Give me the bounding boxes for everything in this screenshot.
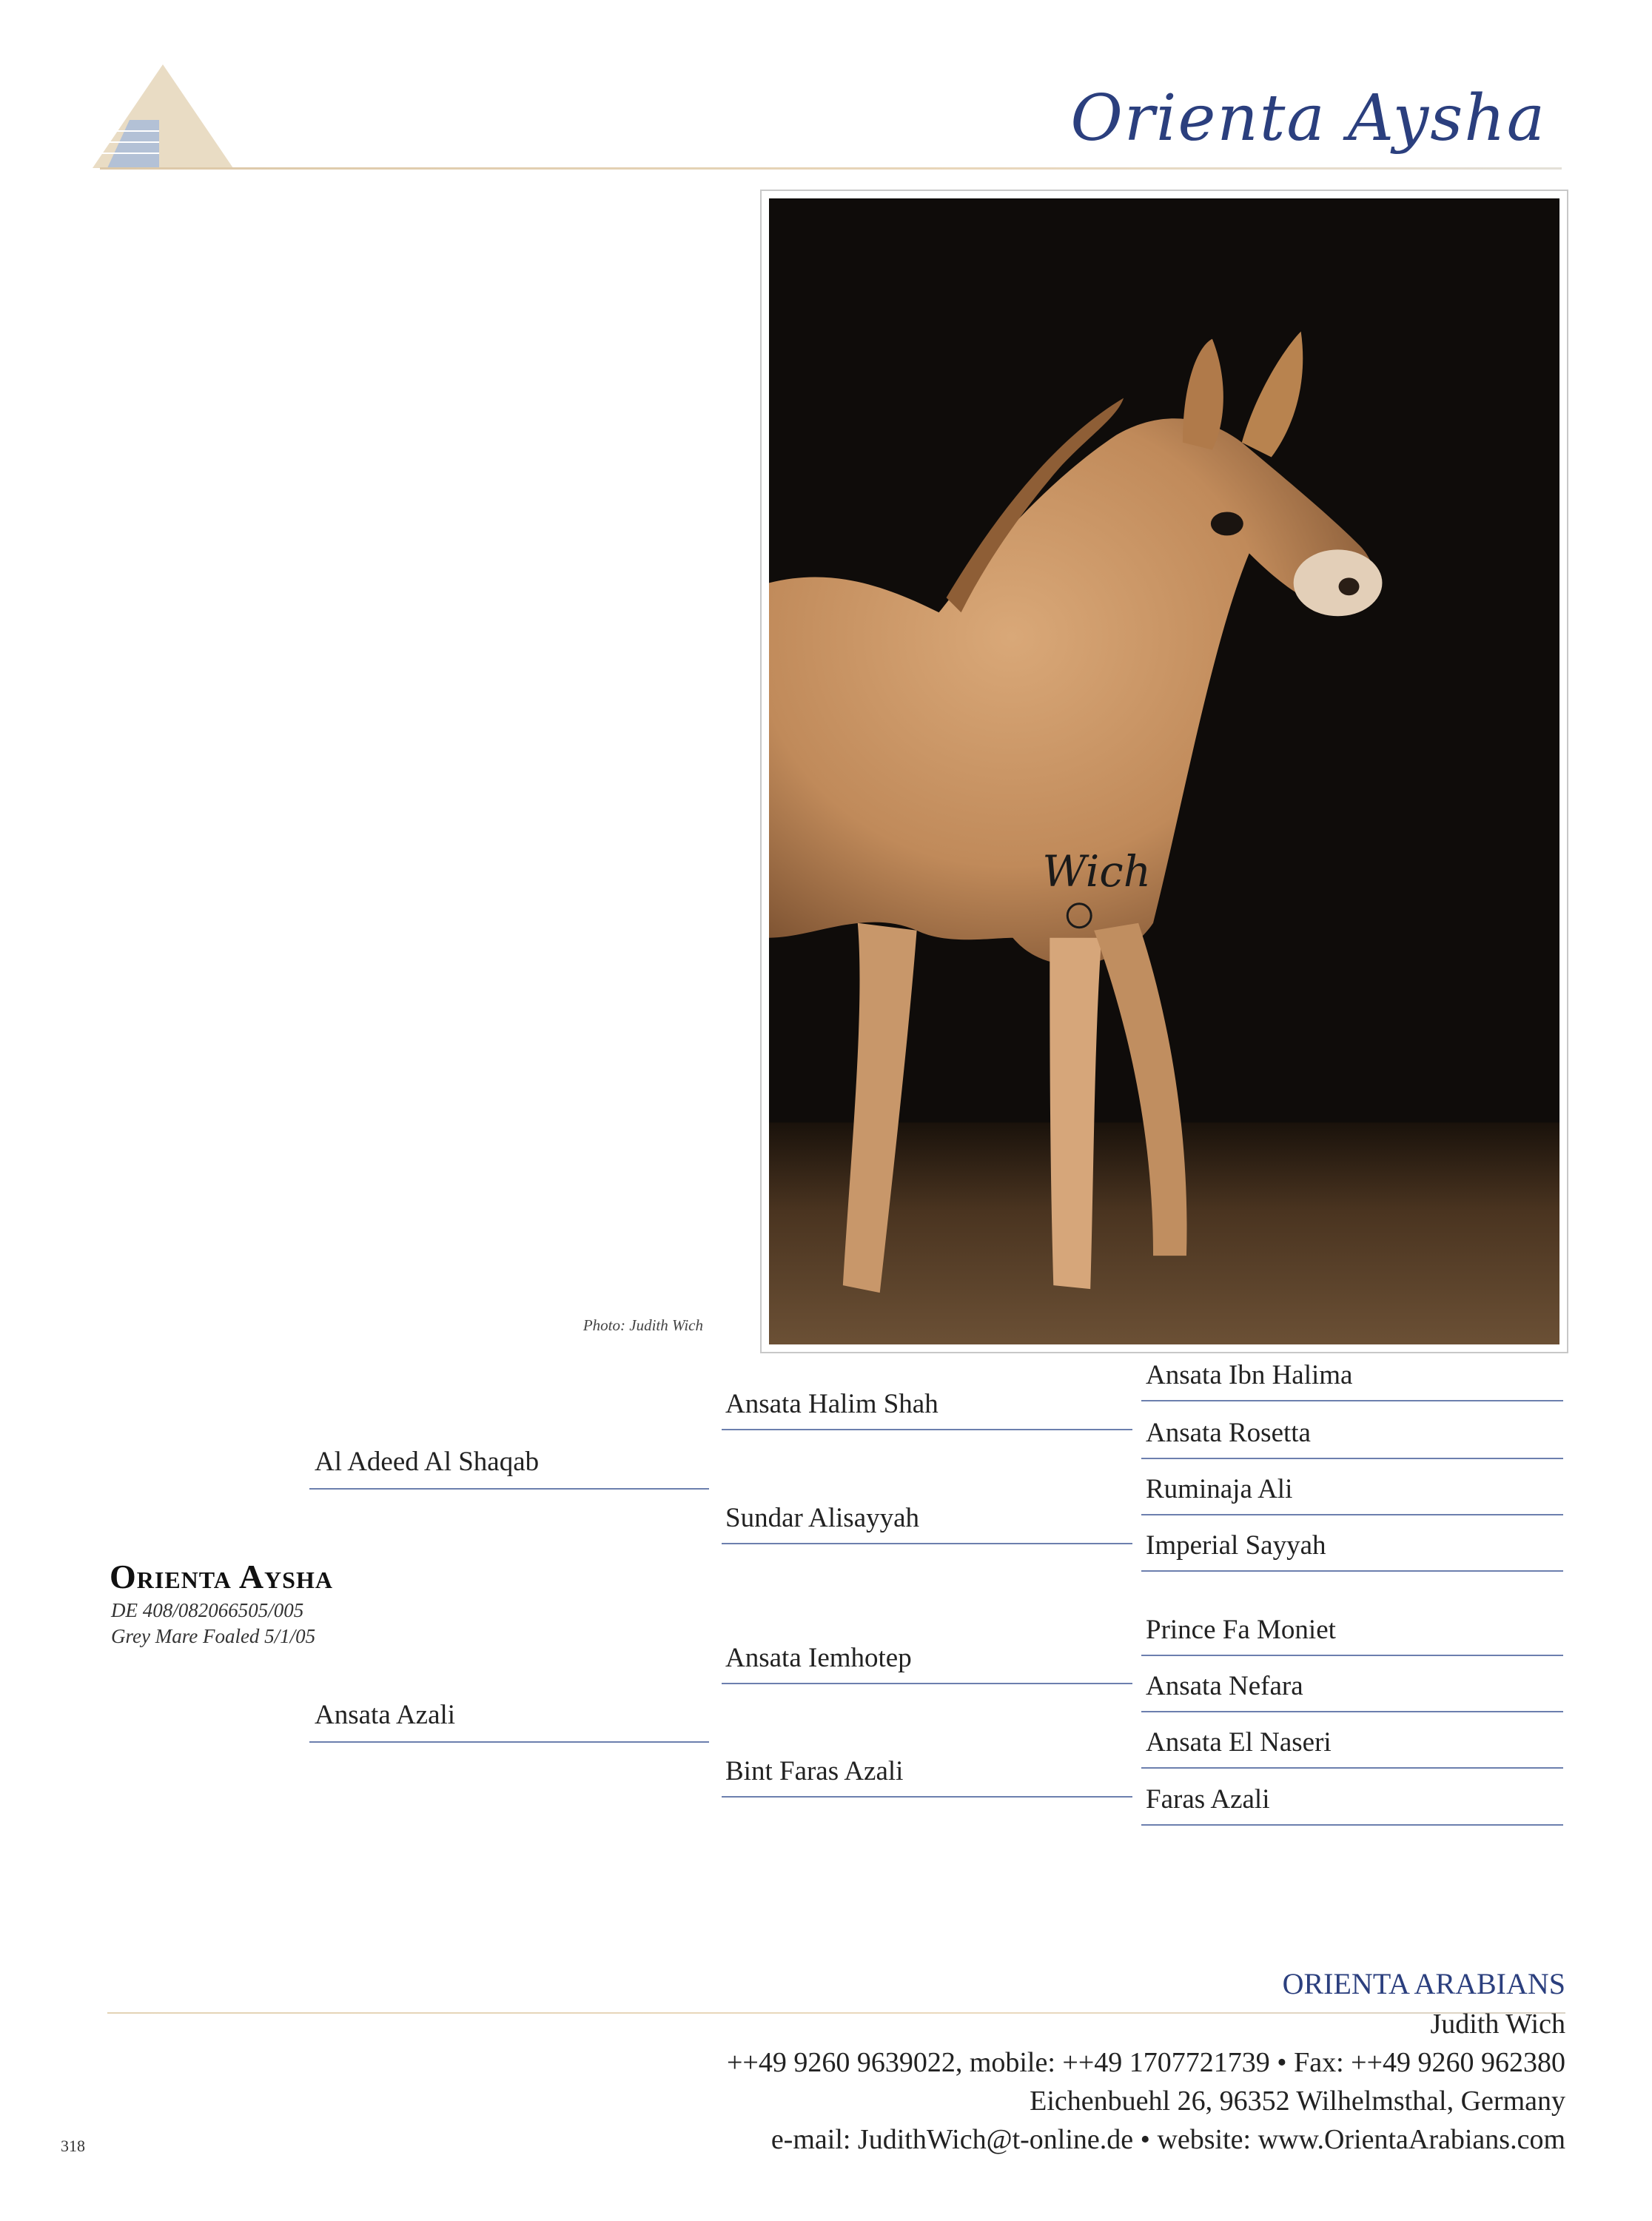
great-grandparent-1: Ansata Ibn Halima — [1146, 1360, 1353, 1390]
great-grandparent-7: Ansata El Naseri — [1146, 1727, 1332, 1758]
photo-credit: Photo: Judith Wich — [582, 1316, 703, 1334]
photo-frame — [760, 190, 1568, 1353]
sire-sire-line — [722, 1429, 1132, 1430]
page-number: 318 — [61, 2137, 85, 2155]
registration-number: DE 408/082066505/005 — [111, 1599, 304, 1621]
footer-owner: Judith Wich — [1430, 2009, 1565, 2040]
great-grandparent-line-4 — [1141, 1570, 1563, 1572]
footer-address: Eichenbuehl 26, 96352 Wilhelmsthal, Germany — [1030, 2086, 1565, 2117]
great-grandparent-line-8 — [1141, 1824, 1563, 1826]
sire-dam-name: Sundar Alisayyah — [725, 1503, 920, 1533]
footer-company: ORIENTA ARABIANS — [1275, 1966, 1565, 2001]
horse-name: Orienta Aysha — [110, 1558, 333, 1595]
sire-sire-name: Ansata Halim Shah — [725, 1389, 939, 1419]
great-grandparent-8: Faras Azali — [1146, 1784, 1270, 1815]
horse-description: Grey Mare Foaled 5/1/05 — [111, 1625, 316, 1647]
great-grandparent-line-3 — [1141, 1514, 1563, 1515]
great-grandparent-5: Prince Fa Moniet — [1146, 1615, 1336, 1645]
great-grandparent-line-2 — [1141, 1458, 1563, 1459]
great-grandparent-3: Ruminaja Ali — [1146, 1474, 1293, 1504]
great-grandparent-line-1 — [1141, 1400, 1563, 1401]
svg-text:Wich: Wich — [1042, 845, 1151, 897]
great-grandparent-2: Ansata Rosetta — [1146, 1418, 1311, 1448]
great-grandparent-6: Ansata Nefara — [1146, 1671, 1303, 1701]
foal-photo — [769, 198, 1559, 1344]
sire-line — [309, 1488, 709, 1490]
dam-line — [309, 1741, 709, 1743]
great-grandparent-line-5 — [1141, 1655, 1563, 1656]
sire-name: Al Adeed Al Shaqab — [315, 1447, 540, 1477]
dam-dam-name: Bint Faras Azali — [725, 1756, 904, 1786]
dam-sire-name: Ansata Iemhotep — [725, 1643, 912, 1673]
footer-web: e-mail: JudithWich@t-online.de • website: www.OrientaArabians.com — [770, 2124, 1565, 2155]
footer-phone: ++49 9260 9639022, mobile: ++49 1707721739 • Fax: ++49 9260 962380 — [726, 2047, 1565, 2078]
header-rule — [100, 167, 1562, 170]
great-grandparent-4: Imperial Sayyah — [1146, 1530, 1326, 1561]
great-grandparent-line-7 — [1141, 1767, 1563, 1769]
page-title: Orienta Aysha — [1064, 81, 1552, 155]
great-grandparent-line-6 — [1141, 1711, 1563, 1712]
dam-dam-line — [722, 1796, 1132, 1798]
dam-name: Ansata Azali — [315, 1700, 456, 1730]
dam-sire-line — [722, 1683, 1132, 1684]
footer-rule — [107, 2012, 1565, 2014]
triangle-logo-icon — [89, 61, 237, 179]
sire-dam-line — [722, 1543, 1132, 1544]
